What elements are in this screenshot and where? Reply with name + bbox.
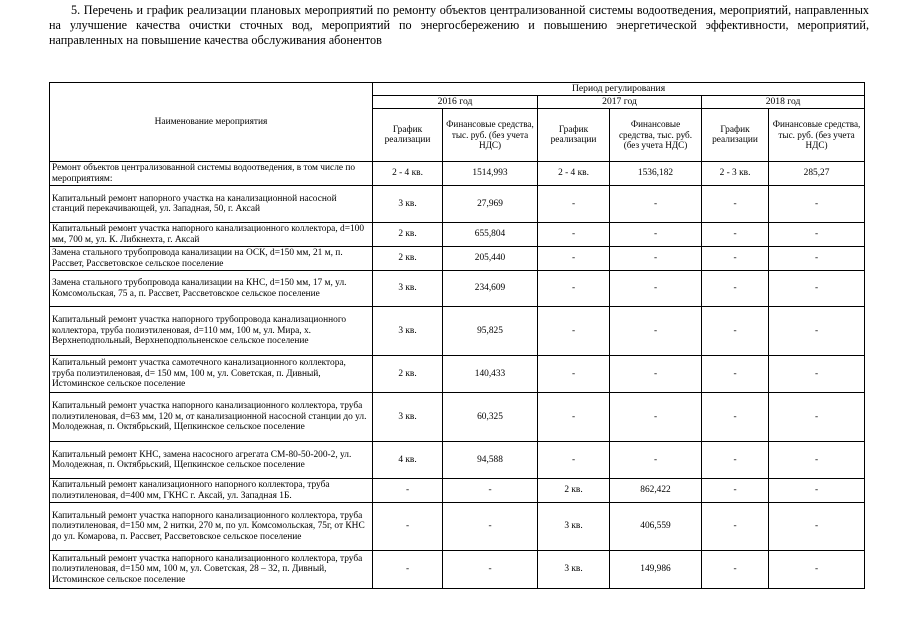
year-2017-header: 2017 год xyxy=(538,96,702,109)
schedule-2017-cell: - xyxy=(538,442,610,479)
table-row xyxy=(50,393,865,442)
finance-2017-cell: - xyxy=(610,442,702,479)
measure-name-cell: Капитальный ремонт напорного участка на канализационной насосной станций перекачивающей, ул. Западная, 50, г. Аксай xyxy=(50,186,373,223)
schedule-2017-cell: - xyxy=(538,271,610,307)
measure-name-cell: Капитальный ремонт участка напорного канализационного коллектора, труба полиэтиленовая, d=150 мм, 100 м, ул. Советская, 28 – 32, п. Дивный, Истоминское сельское поселение xyxy=(50,551,373,589)
finance-2017-cell: - xyxy=(610,356,702,393)
schedule-2017-cell: - xyxy=(538,307,610,356)
schedule-2016-cell: 3 кв. xyxy=(373,307,443,356)
finance-2016-cell: 60,325 xyxy=(443,393,538,442)
finance-2018-cell: - xyxy=(769,307,865,356)
schedule-2017-cell: - xyxy=(538,356,610,393)
table-row xyxy=(50,162,865,186)
measure-name-cell: Капитальный ремонт участка самотечного канализационного коллектора, труба полиэтиленовая, d= 150 мм, 100 м, ул. Советская, п. Дивный, Истоминское сельское поселение xyxy=(50,356,373,393)
finance-2016-cell: - xyxy=(443,503,538,551)
finance-header-2017: Финансовые средства, тыс. руб. (без учета НДС) xyxy=(610,109,702,162)
finance-2016-cell: 27,969 xyxy=(443,186,538,223)
schedule-2017-cell: 2 кв. xyxy=(538,479,610,503)
name-column-header: Наименование мероприятия xyxy=(50,83,373,162)
table-row xyxy=(50,551,865,589)
finance-2017-cell: 862,422 xyxy=(610,479,702,503)
measure-name-cell: Замена стального трубопровода канализации на ОСК, d=150 мм, 21 м, п. Рассвет, Рассветовское сельское поселение xyxy=(50,247,373,271)
finance-2017-cell: - xyxy=(610,307,702,356)
schedule-header-2018: График реализации xyxy=(702,109,769,162)
schedule-header-2017: График реализации xyxy=(538,109,610,162)
finance-2016-cell: 95,825 xyxy=(443,307,538,356)
section-heading: 5. Перечень и график реализации плановых мероприятий по ремонту объектов централизованной системы водоотведения, мероприятий, направленных на улучшение качества очистки сточных вод, мероприятий по энергосбережению и повышению энергетической эффективности, мероприятий, направленных на повышение качества обслуживания абонентов xyxy=(49,3,869,47)
table-row xyxy=(50,442,865,479)
finance-2017-cell: 1536,182 xyxy=(610,162,702,186)
schedule-2018-cell: - xyxy=(702,356,769,393)
year-2018-header: 2018 год xyxy=(702,96,865,109)
schedule-2018-cell: - xyxy=(702,442,769,479)
finance-2017-cell: - xyxy=(610,223,702,247)
finance-2016-cell: - xyxy=(443,551,538,589)
schedule-2016-cell: 4 кв. xyxy=(373,442,443,479)
schedule-2016-cell: - xyxy=(373,503,443,551)
schedule-2017-cell: - xyxy=(538,247,610,271)
measure-name-cell: Капитальный ремонт участка напорного канализационного коллектора, труба полиэтиленовая, d=150 мм, 2 нитки, 270 м, по ул. Комсомольская, 75г, от КНС до ул. Комарова, п. Рассвет, Рассветовское сельское поселение xyxy=(50,503,373,551)
schedule-2018-cell: - xyxy=(702,503,769,551)
period-header: Период регулирования xyxy=(373,83,865,96)
schedule-2016-cell: - xyxy=(373,479,443,503)
schedule-2018-cell: - xyxy=(702,186,769,223)
finance-2017-cell: - xyxy=(610,186,702,223)
schedule-2017-cell: 3 кв. xyxy=(538,503,610,551)
schedule-2016-cell: 2 кв. xyxy=(373,223,443,247)
finance-2016-cell: 94,588 xyxy=(443,442,538,479)
finance-2016-cell: 1514,993 xyxy=(443,162,538,186)
measure-name-cell: Ремонт объектов централизованной системы водоотведения, в том числе по мероприятиям: xyxy=(50,162,373,186)
table-row xyxy=(50,271,865,307)
schedule-2018-cell: - xyxy=(702,393,769,442)
measure-name-cell: Капитальный ремонт участка напорного канализационного коллектора, труба полиэтиленовая, d=63 мм, 120 м, от канализационной насосной станции до ул. Молодежная, п. Октябрьский, Щепкинское сельское поселение xyxy=(50,393,373,442)
schedule-2018-cell: - xyxy=(702,271,769,307)
finance-2018-cell: - xyxy=(769,271,865,307)
finance-2018-cell: - xyxy=(769,247,865,271)
finance-2018-cell: - xyxy=(769,551,865,589)
measure-name-cell: Замена стального трубопровода канализации на КНС, d=150 мм, 17 м, ул. Комсомольская, 75 а, п. Рассвет, Рассветовское сельское поселение xyxy=(50,271,373,307)
schedule-header-2016: График реализации xyxy=(373,109,443,162)
finance-2018-cell: - xyxy=(769,479,865,503)
finance-2016-cell: 655,804 xyxy=(443,223,538,247)
finance-2017-cell: 149,986 xyxy=(610,551,702,589)
finance-2018-cell: - xyxy=(769,393,865,442)
year-2016-header: 2016 год xyxy=(373,96,538,109)
finance-2018-cell: 285,27 xyxy=(769,162,865,186)
finance-2018-cell: - xyxy=(769,186,865,223)
schedule-2017-cell: - xyxy=(538,223,610,247)
table-row xyxy=(50,356,865,393)
table-row xyxy=(50,479,865,503)
finance-2018-cell: - xyxy=(769,223,865,247)
table-row xyxy=(50,247,865,271)
finance-2018-cell: - xyxy=(769,503,865,551)
schedule-2016-cell: 2 - 4 кв. xyxy=(373,162,443,186)
table-row xyxy=(50,503,865,551)
schedule-2017-cell: 2 - 4 кв. xyxy=(538,162,610,186)
finance-2017-cell: - xyxy=(610,271,702,307)
finance-2016-cell: - xyxy=(443,479,538,503)
measures-table xyxy=(49,82,865,589)
measure-name-cell: Капитальный ремонт КНС, замена насосного агрегата СМ-80-50-200-2, ул. Молодежная, п. Октябрьский, Щепкинское сельское поселение xyxy=(50,442,373,479)
schedule-2016-cell: 2 кв. xyxy=(373,356,443,393)
schedule-2018-cell: - xyxy=(702,247,769,271)
measure-name-cell: Капитальный ремонт участка напорного канализационного коллектора, d=100 мм, 700 м, ул. К. Либкнехта, г. Аксай xyxy=(50,223,373,247)
finance-2016-cell: 140,433 xyxy=(443,356,538,393)
schedule-2016-cell: 2 кв. xyxy=(373,247,443,271)
finance-header-2018: Финансовые средства, тыс. руб. (без учета НДС) xyxy=(769,109,865,162)
finance-header-2016: Финансовые средства, тыс. руб. (без учета НДС) xyxy=(443,109,538,162)
finance-2017-cell: - xyxy=(610,247,702,271)
finance-2017-cell: - xyxy=(610,393,702,442)
schedule-2016-cell: 3 кв. xyxy=(373,186,443,223)
schedule-2016-cell: 3 кв. xyxy=(373,393,443,442)
schedule-2017-cell: - xyxy=(538,393,610,442)
schedule-2018-cell: - xyxy=(702,223,769,247)
measure-name-cell: Капитальный ремонт участка напорного трубопровода канализационного коллектора, труба полиэтиленовая, d=110 мм, 100 м, ул. Мира, х. Верхнеподпольный, Верхнеподпольненское сельское поселение xyxy=(50,307,373,356)
table-body xyxy=(50,83,865,589)
finance-2018-cell: - xyxy=(769,356,865,393)
finance-2016-cell: 234,609 xyxy=(443,271,538,307)
measure-name-cell: Капитальный ремонт канализационного напорного коллектора, труба полиэтиленовая, d=400 мм, ГКНС г. Аксай, ул. Западная 1Б. xyxy=(50,479,373,503)
table-row xyxy=(50,307,865,356)
table-row xyxy=(50,223,865,247)
schedule-2016-cell: - xyxy=(373,551,443,589)
finance-2017-cell: 406,559 xyxy=(610,503,702,551)
schedule-2018-cell: 2 - 3 кв. xyxy=(702,162,769,186)
finance-2018-cell: - xyxy=(769,442,865,479)
table-row xyxy=(50,186,865,223)
header-row-period xyxy=(50,83,865,96)
schedule-2018-cell: - xyxy=(702,551,769,589)
schedule-2018-cell: - xyxy=(702,479,769,503)
finance-2016-cell: 205,440 xyxy=(443,247,538,271)
schedule-2017-cell: 3 кв. xyxy=(538,551,610,589)
schedule-2017-cell: - xyxy=(538,186,610,223)
schedule-2016-cell: 3 кв. xyxy=(373,271,443,307)
schedule-2018-cell: - xyxy=(702,307,769,356)
